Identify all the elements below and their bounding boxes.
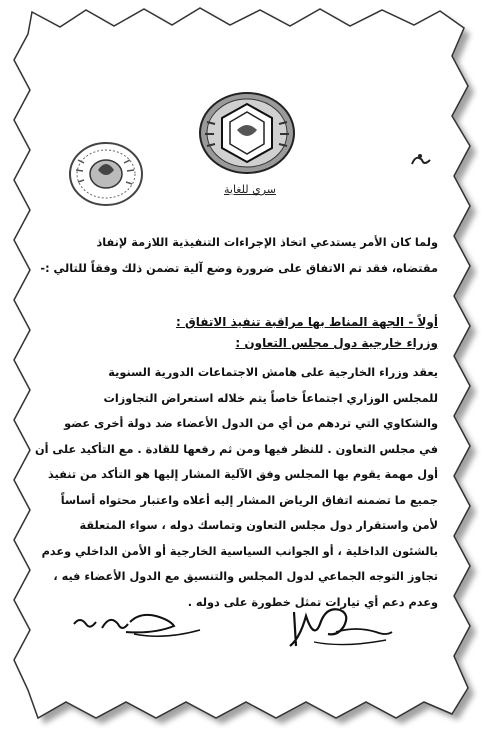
paragraph-line: وعدم دعم أي تيارات تمثل خطورة على دوله . [187,596,438,609]
paragraph-line: بالشئون الداخلية ، أو الجوانب السياسية الخارجية أو الأمن الداخلي وعدم [41,545,438,558]
paragraph-line: تجاوز التوجه الجماعي لدول المجلس والتنسيق مع الدول الأعضاء فيه ، [53,570,438,583]
paragraph-line: لأمن واستقرار دول مجلس التعاون وتماسك دوله ، سواء المتعلقة [79,519,438,532]
sub-heading: وزراء خارجية دول مجلس التعاون : [235,336,438,350]
classification-label: سري للغاية [223,183,276,196]
paragraph-line: جميع ما تضمنه اتفاق الرياض المشار إليه أعلاه واعتبار محتواه أساساً [60,494,438,507]
corner-mark [408,150,434,172]
paragraph-line: في مجلس التعاون . للنظر فيها ومن ثم رفعها للقادة . مع التأكيد على أن [34,443,438,456]
section-heading: أولاً - الجهة المناط بها مراقبة تنفيذ الاتفاق : [176,315,438,329]
paragraph-line: والشكاوي التي تردهم من أي من الدول الأعضاء ضد دولة أخرى عضو [64,417,438,430]
intro-line-2: مقتضاه، فقد تم الاتفاق على ضرورة وضع آلية تضمن ذلك وفقاً للتالي :- [40,262,438,275]
intro-line-1: ولما كان الأمر يستدعي اتخاذ الإجراءات التنفيذية اللازمة لإنفاذ [96,236,438,249]
paragraph-line: يعقد وزراء الخارجية على هامش الاجتماعات الدورية السنوية [108,366,438,379]
gcc-emblem [197,90,297,176]
round-stamp [66,140,146,208]
paragraph-line: أول مهمة يقوم بها المجلس وفق الآلية المشار إليها هو التأكد من تنفيذ [47,468,438,481]
signature-right [286,602,396,652]
signature-left [68,604,218,644]
paragraph-line: للمجلس الوزاري اجتماعاً خاصاً يتم خلاله استعراض التجاوزات [103,392,438,405]
